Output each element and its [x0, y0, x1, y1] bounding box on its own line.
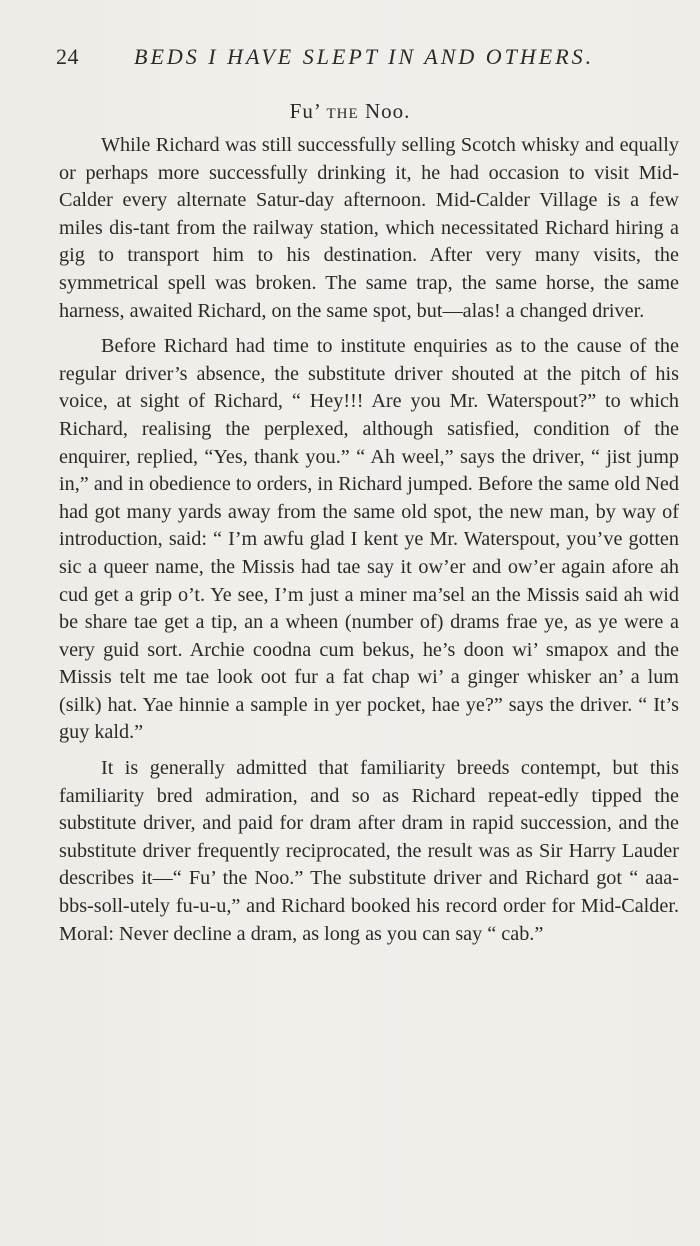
page-header: [56, 44, 616, 76]
section-title-part3: Noo.: [358, 99, 411, 123]
paragraph-3: It is generally admitted that familiarity breeds contempt, but this familiarity bred admiration, and so as Richard repeat-edly tipped the substitute driver, and paid for dram after dram in rapid succession, and the substitute driver frequently reciprocated, the result was as Sir Harry Lauder describes it—“ Fu’ the Noo.” The substitute driver and Richard got “ aaa-bbs-soll-utely fu-u-u,” and Richard booked his record order for Mid-Calder. Moral: Never decline a dram, as long as you can say “ cab.”: [59, 757, 679, 945]
paragraph-1: While Richard was still successfully selling Scotch whisky and equally or perhaps more successfully drinking it, he had occasion to visit Mid-Calder every alternate Satur-day afternoon. Mid-Calder Village is a few miles dis-tant from the railway station, which necessitated Richard hiring a gig to transport him to his destination. After very many visits, the symmetrical spell was broken. The same trap, the same horse, the same harness, awaited Richard, on the same spot, but—alas! a changed driver.: [59, 134, 679, 322]
section-title-part2: THE: [326, 106, 359, 122]
body-text: [59, 132, 679, 956]
running-head: BEDS I HAVE SLEPT IN AND OTHERS.: [134, 44, 595, 69]
section-title-part1: Fu’: [289, 99, 327, 123]
section-title: [0, 99, 700, 124]
page-number: 24: [56, 44, 79, 69]
paragraph-2: Before Richard had time to institute enquiries as to the cause of the regular driver’s absence, the substitute driver shouted at the pitch of his voice, at sight of Richard, “ Hey!!! Are you Mr. Waterspout?” to which Richard, realising the perplexed, although satisfied, condition of the enquirer, replied, “Yes, thank you.” “ Ah weel,” says the driver, “ jist jump in,” and in obedience to orders, in Richard jumped. Before the same old Ned had got many yards away from the same old spot, the new man, by way of introduction, said: “ I’m awfu glad I kent ye Mr. Waterspout, you’ve gotten sic a queer name, the Missis had tae say it ow’er and ow’er again afore ah cud get a grip o’t. Ye see, I’m just a miner ma’sel an the Missis said ah wid be share tae get a tip, an a wheen (number of) drams frae ye, as ye were a very guid sort. Archie coodna cum bekus, he’s doon wi’ smapox and the Missis telt me tae look oot fur a fat chap wi’ a ginger whisker an’ a lum (silk) hat. Yae hinnie a sample in yer pocket, hae ye?” says the driver. “ It’s guy kald.”: [59, 335, 679, 744]
